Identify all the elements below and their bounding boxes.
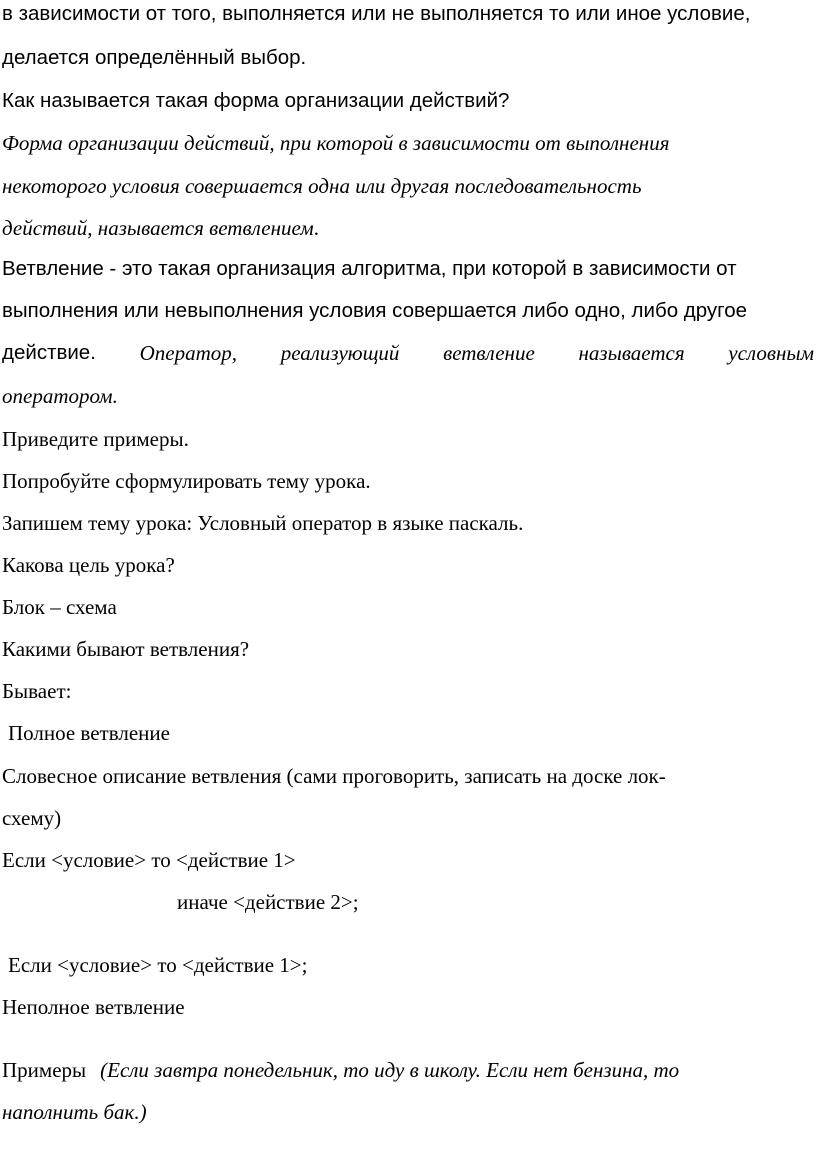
full-branch-heading: Полное ветвление (8, 721, 170, 745)
branching-line3-word: Оператор, (139, 341, 237, 365)
paragraph-condition-line2: делается определённый выбор. (2, 46, 307, 69)
question-form-of-actions: Как называется такая форма организации действий? (2, 89, 510, 112)
there-are-label: Бывает: (2, 679, 72, 703)
definition-line3 (2, 218, 319, 239)
block-scheme-label: Блок – схема (2, 595, 117, 619)
definition-line3-italic: действий, называется ветвлением (2, 216, 314, 240)
branching-line3-word: реализующий (280, 341, 400, 365)
examples-line1 (2, 1060, 679, 1081)
branching-line3-word: действие. (2, 341, 96, 364)
examples-label: Примеры (2, 1058, 87, 1082)
branching-line3-word: называется (578, 341, 685, 365)
definition-line1: Форма организации действий, при которой в зависимости от выполнения (2, 131, 670, 155)
branching-line2: выполнения или невыполнения условия совершается либо одно, либо другое (2, 299, 747, 322)
branching-line4: оператором. (2, 384, 118, 408)
examples-text-line2: наполнить бак.) (2, 1100, 147, 1124)
question-lesson-goal: Какова цель урока? (2, 553, 175, 577)
branching-line3-word: ветвление (443, 341, 535, 365)
verbal-description-line1: Словесное описание ветвления (сами проговорить, записать на доске лок- (2, 764, 666, 788)
definition-line3-dot: . (313, 216, 319, 240)
branching-line1: Ветвление - это такая организация алгоритма, при которой в зависимости от (2, 257, 737, 280)
prompt-examples: Приведите примеры. (2, 427, 189, 451)
if-full-syntax-line2: иначе <действие 2>; (177, 890, 359, 914)
branching-line3 (2, 343, 814, 364)
if-short-syntax: Если <условие> то <действие 1>; (8, 953, 308, 977)
definition-line2: некоторого условия совершается одна или другая последовательность (2, 174, 642, 198)
lesson-topic: Запишем тему урока: Условный оператор в языке паскаль. (2, 511, 524, 535)
verbal-description-line2: схему) (2, 806, 62, 830)
prompt-formulate-topic: Попробуйте сформулировать тему урока. (2, 469, 371, 493)
branching-line3-word: условным (728, 341, 814, 365)
if-full-syntax-line1: Если <условие> то <действие 1> (2, 848, 296, 872)
examples-text-line1: (Если завтра понедельник, то иду в школу. Если нет бензина, то (100, 1058, 680, 1082)
paragraph-condition-line1: в зависимости от того, выполняется или не выполняется то или иное условие, (2, 2, 751, 25)
question-branch-types: Какими бывают ветвления? (2, 637, 250, 661)
partial-branch-heading: Неполное ветвление (2, 995, 185, 1019)
